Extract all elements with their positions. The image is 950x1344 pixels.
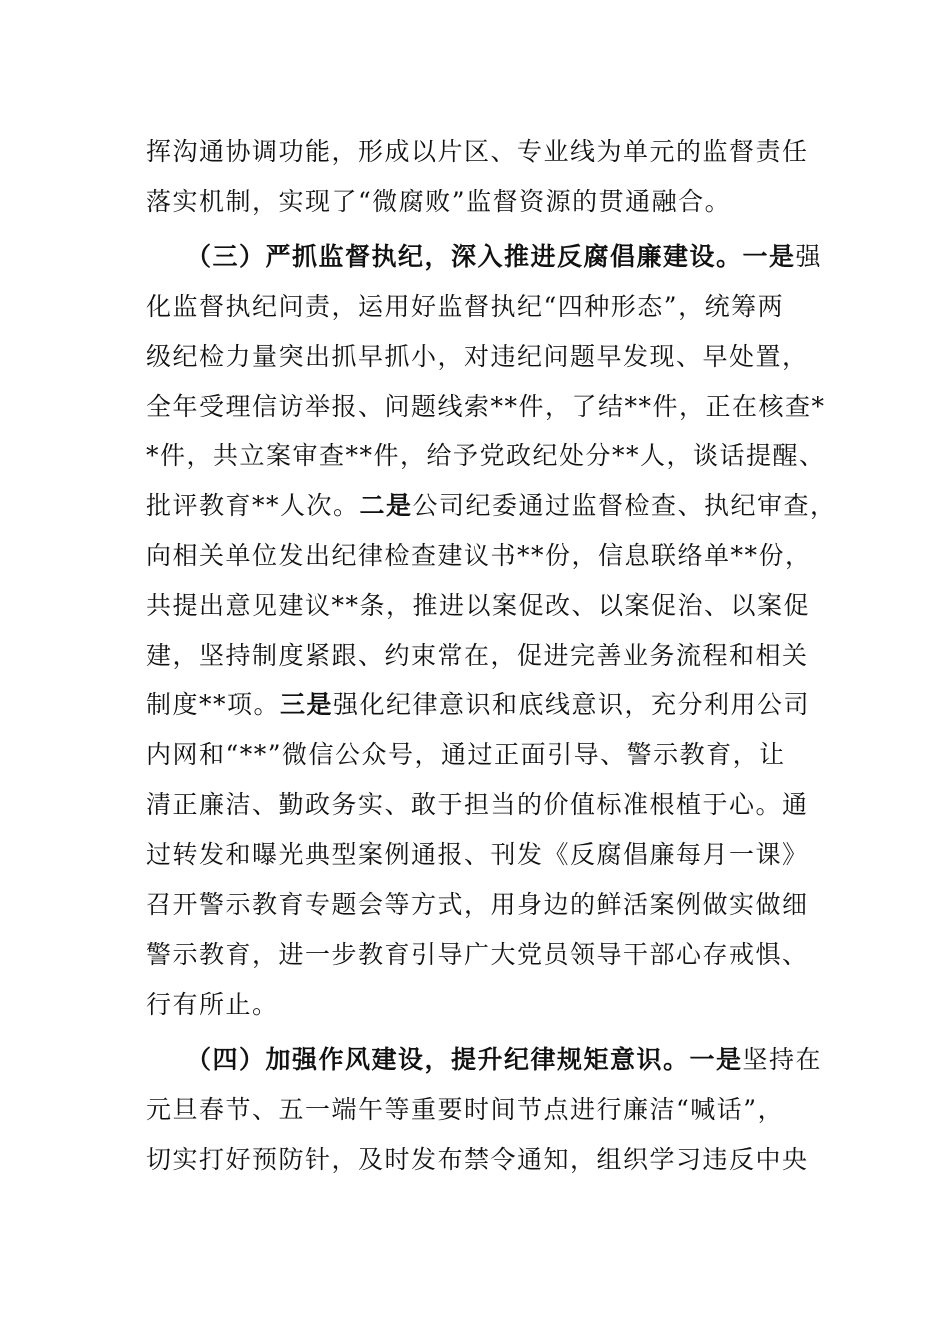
text-line bbox=[186, 1040, 822, 1080]
body-text: 共提出意见建议**条，推进以案促改、以案促治、以案促 bbox=[146, 591, 811, 620]
bold-text: （四）加强作风建设，提升纪律规矩意识。 bbox=[186, 1045, 690, 1074]
body-text: 向相关单位发出纪律检查建议书**份，信息联络单**份， bbox=[146, 541, 812, 570]
text-line bbox=[146, 735, 786, 775]
text-line bbox=[146, 835, 809, 875]
text-line bbox=[146, 287, 784, 327]
body-text: 批评教育**人次。 bbox=[146, 491, 360, 520]
body-text: 挥沟通协调功能，形成以片区、专业线为单元的监督责任 bbox=[146, 137, 809, 166]
body-text: 强化纪律意识和底线意识，充分利用公司 bbox=[333, 690, 811, 719]
text-line bbox=[146, 337, 809, 377]
bold-text: 一是 bbox=[689, 1045, 743, 1074]
text-line bbox=[146, 1140, 809, 1180]
body-text: 元旦春节、五一端午等重要时间节点进行廉洁“喊话”， bbox=[146, 1095, 785, 1124]
text-line bbox=[146, 636, 809, 676]
text-line bbox=[146, 935, 809, 975]
bold-text: （三）严抓监督执纪，深入推进反腐倡廉建设。 bbox=[186, 242, 743, 271]
text-line bbox=[146, 387, 826, 427]
body-text: 建，坚持制度紧跟、约束常在，促进完善业务流程和相关 bbox=[146, 641, 809, 670]
text-line bbox=[146, 436, 826, 476]
bold-text: 一是 bbox=[742, 242, 796, 271]
body-text: 级纪检力量突出抓早抓小，对违纪问题早发现、早处置， bbox=[146, 342, 809, 371]
body-text: 警示教育，进一步教育引导广大党员领导干部心存戒惧、 bbox=[146, 940, 809, 969]
text-line bbox=[146, 486, 837, 526]
body-text: 清正廉洁、勤政务实、敢于担当的价值标准根植于心。通 bbox=[146, 790, 809, 819]
body-text: 全年受理信访举报、问题线索**件，了结**件，正在核查* bbox=[146, 392, 826, 421]
body-text: 公司纪委通过监督检查、执纪审查， bbox=[412, 491, 837, 520]
text-line bbox=[146, 885, 809, 925]
text-line bbox=[146, 132, 809, 172]
body-text: 强 bbox=[795, 242, 823, 271]
text-line bbox=[146, 685, 810, 725]
text-line bbox=[186, 237, 822, 277]
body-text: 内网和“**”微信公众号，通过正面引导、警示教育，让 bbox=[146, 740, 786, 769]
body-text: 切实打好预防针，及时发布禁令通知，组织学习违反中央 bbox=[146, 1145, 809, 1174]
body-text: 落实机制，实现了“微腐败”监督资源的贯通融合。 bbox=[146, 187, 732, 216]
text-line bbox=[146, 182, 731, 222]
body-text: 召开警示教育专题会等方式，用身边的鲜活案例做实做细 bbox=[146, 890, 809, 919]
body-text: 制度**项。 bbox=[146, 690, 281, 719]
text-line bbox=[146, 785, 809, 825]
bold-text: 三是 bbox=[280, 690, 334, 719]
body-text: 过转发和曝光典型案例通报、刊发《反腐倡廉每月一课》 bbox=[146, 840, 809, 869]
text-line bbox=[146, 985, 279, 1025]
text-line bbox=[146, 586, 810, 626]
text-line bbox=[146, 536, 812, 576]
bold-text: 二是 bbox=[359, 491, 413, 520]
body-text: *件，共立案审查**件，给予党政纪处分**人，谈话提醒、 bbox=[146, 441, 826, 470]
text-line bbox=[146, 1090, 784, 1130]
body-text: 行有所止。 bbox=[146, 990, 279, 1019]
body-text: 坚持在 bbox=[742, 1045, 823, 1074]
body-text: 化监督执纪问责，运用好监督执纪“四种形态”，统筹两 bbox=[146, 292, 785, 321]
